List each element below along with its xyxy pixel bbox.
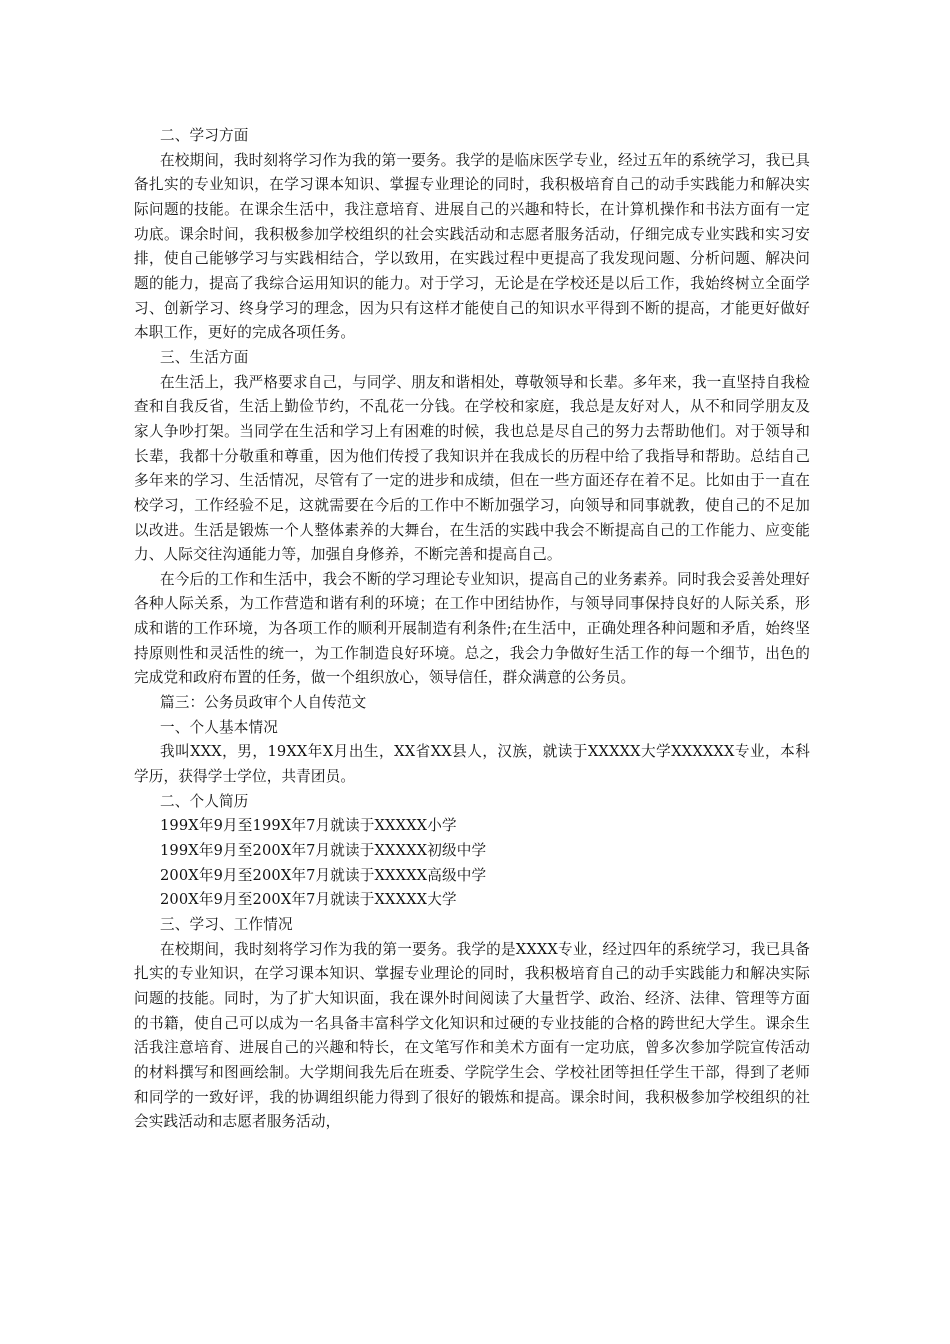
paragraph: 在校期间，我时刻将学习作为我的第一要务。我学的是临床医学专业，经过五年的系统学习，我已具备扎实的专业知识，在学习课本知识、掌握专业理论的同时，我积极培育自己的动手实践能力和解决实际问题的技能。在课余生活中，我注意培育、进展自己的兴趣和特长，在计算机操作和书法方面有一定功底。课余时间，我积极参加学校组织的社会实践活动和志愿者服务活动，仔细完成专业实践和实习安排，使自己能够学习与实践相结合，学以致用，在实践过程中更提高了我发现问题、分析问题、解决问题的能力，提高了我综合运用知识的能力。对于学习，无论是在学校还是以后工作，我始终树立全面学习、创新学习、终身学习的理念，因为只有这样才能使自己的知识水平得到不断的提高，才能更好做好本职工作，更好的完成各项任务。 [134,151,810,342]
article-title: 篇三：公务员政审个人自传范文 [160,694,367,712]
section-heading: 二、学习方面 [160,127,249,144]
resume-entry: 200X年9月至200X年7月就读于XXXXX高级中学 [160,866,487,884]
section-heading: 三、学习、工作情况 [160,916,293,933]
section-heading: 二、个人简历 [160,792,249,810]
resume-entry: 199X年9月至200X年7月就读于XXXXX初级中学 [160,842,487,860]
paragraph: 在生活上，我严格要求自己，与同学、朋友和谐相处，尊敬领导和长辈。多年来，我一直坚持自我检查和自我反省，生活上勤俭节约，不乱花一分钱。在学校和家庭，我总是友好对人，从不和同学朋友及家人争吵打架。当同学在生活和学习上有困难的时候，我也总是尽自己的努力去帮助他们。对于领导和长辈，我都十分敬重和尊重，因为他们传授了我知识并在我成长的历程中给了我指导和帮助。总结自己多年来的学习、生活情况，尽管有了一定的进步和成绩，但在一些方面还存在着不足。比如由于一直在校学习，工作经验不足，这就需要在今后的工作中不断加强学习，向领导和同事就教，使自己的不足加以改进。生活是锻炼一个人整体素养的大舞台，在生活的实践中我会不断提高自己的工作能力、应变能力、人际交往沟通能力等，加强自身修养，不断完善和提高自己。 [134,373,810,564]
paragraph: 在今后的工作和生活中，我会不断的学习理论专业知识，提高自己的业务素养。同时我会妥善处理好各种人际关系，为工作营造和谐有利的环境；在工作中团结协作，与领导同事保持良好的人际关系，形成和谐的工作环境，为各项工作的顺利开展制造有利条件;在生活中，正确处理各种问题和矛盾，始终坚持原则性和灵活性的统一，为工作制造良好环境。总之，我会力争做好生活工作的每一个细节，出色的完成党和政府布置的任务，做一个组织放心，领导信任，群众满意的公务员。 [134,570,810,687]
document-body [134,124,810,1135]
section-heading: 三、生活方面 [160,348,249,366]
paragraph: 在校期间，我时刻将学习作为我的第一要务。我学的是XXXX专业，经过四年的系统学习，我已具备扎实的专业知识，在学习课本知识、掌握专业理论的同时，我积极培育自己的动手实践能力和解决实际问题的技能。同时，为了扩大知识面，我在课外时间阅读了大量哲学、政治、经济、法律、管理等方面的书籍，使自己可以成为一名具备丰富科学文化知识和过硬的专业技能的合格的跨世纪大学生。课余生活我注意培育、进展自己的兴趣和特长，在文笔写作和美术方面有一定功底，曾多次参加学院宣传活动的材料撰写和图画绘制。大学期间我先后在班委、学院学生会、学校社团等担任学生干部，得到了老师和同学的一致好评，我的协调组织能力得到了很好的锻炼和提高。课余时间，我积极参加学校组织的社会实践活动和志愿者服务活动， [134,940,810,1131]
resume-entry: 199X年9月至199X年7月就读于XXXXX小学 [160,817,457,835]
paragraph: 我叫XXX，男，19XX年X月出生，XX省XX县人，汉族，就读于XXXXX大学XXXXXX专业，本科学历，获得学士学位，共青团员。 [134,743,810,786]
resume-entry: 200X年9月至200X年7月就读于XXXXX大学 [160,891,457,909]
section-heading: 一、个人基本情况 [160,718,278,736]
